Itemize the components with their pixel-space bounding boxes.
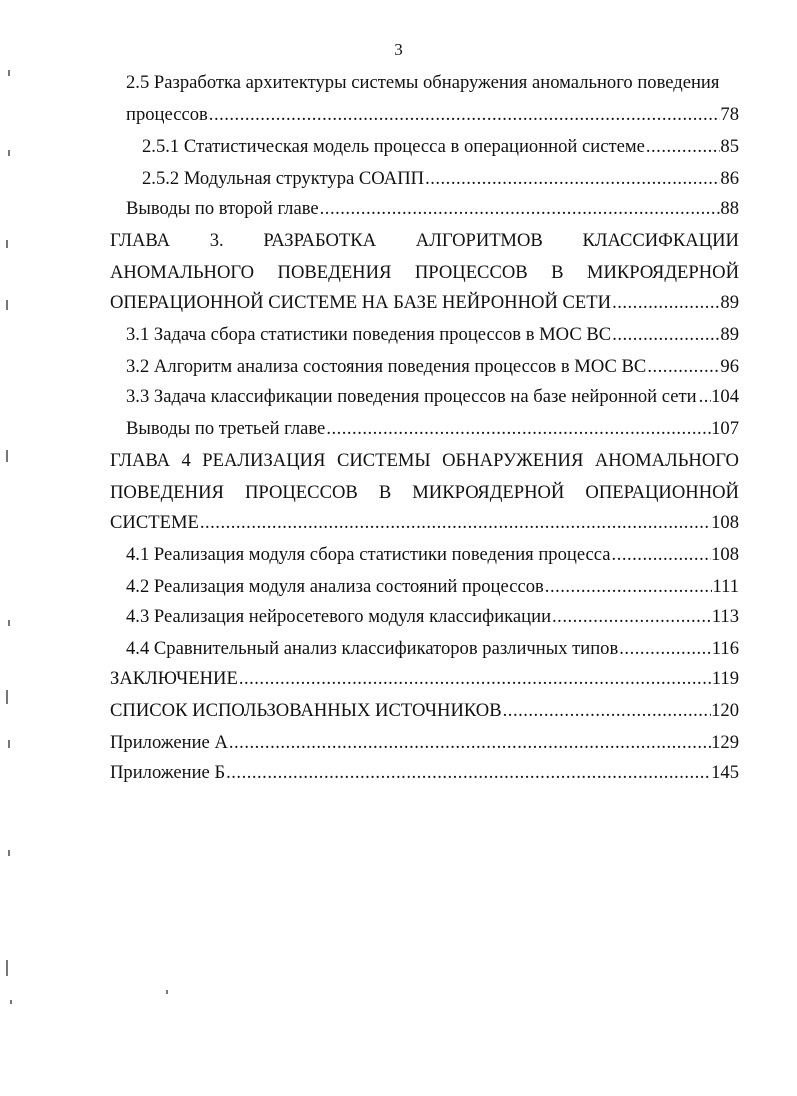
toc-entry-4-3: 4.3 Реализация нейросетевого модуля классификации ..... 113 (126, 600, 739, 634)
toc-appendix-a: Приложение А ..... 129 (110, 726, 739, 760)
toc-entry-2-5: процессов ..... 78 (126, 98, 739, 132)
toc-chapter-3-line2: АНОМАЛЬНОГО ПОВЕДЕНИЯ ПРОЦЕССОВ В МИКРОЯДЕРНОЙ (110, 262, 739, 283)
toc-entry-2-5-2: 2.5.2 Модульная структура СОАПП ..... 86 (142, 162, 739, 196)
toc-entry-2-5-1: 2.5.1 Статистическая модель процесса в операционной системе ..... 85 (142, 130, 739, 164)
toc-entry-3-2: 3.2 Алгоритм анализа состояния поведения процессов в МОС ВС ..... 96 (126, 350, 739, 384)
toc-chapter-3: ОПЕРАЦИОННОЙ СИСТЕМЕ НА БАЗЕ НЕЙРОННОЙ СЕТИ ..... 89 (110, 286, 739, 320)
toc-chapter-4: СИСТЕМЕ ..... 108 (110, 506, 739, 540)
toc-chapter-4-line1: ГЛАВА 4 РЕАЛИЗАЦИЯ СИСТЕМЫ ОБНАРУЖЕНИЯ АНОМАЛЬНОГО (110, 450, 739, 471)
toc-entry-4-4: 4.4 Сравнительный анализ классификаторов различных типов ..... 116 (126, 632, 739, 666)
toc-references: СПИСОК ИСПОЛЬЗОВАННЫХ ИСТОЧНИКОВ ..... 120 (110, 694, 739, 728)
toc-entry-ch3-conclusions: Выводы по третьей главе ..... 107 (126, 412, 739, 446)
toc-chapter-4-line2: ПОВЕДЕНИЯ ПРОЦЕССОВ В МИКРОЯДЕРНОЙ ОПЕРАЦИОННОЙ (110, 482, 739, 503)
toc-entry-ch2-conclusions: Выводы по второй главе ..... 88 (126, 192, 739, 226)
toc-conclusion: ЗАКЛЮЧЕНИЕ ..... 119 (110, 662, 739, 696)
toc-entry-4-2: 4.2 Реализация модуля анализа состояний процессов ..... 111 (126, 570, 739, 604)
toc-entry-2-5-title: 2.5 Разработка архитектуры системы обнаружения аномального поведения (126, 72, 720, 93)
page-number: 3 (394, 40, 403, 59)
toc-entry-3-3: 3.3 Задача классификации поведения процессов на базе нейронной сети ..... 104 (126, 380, 739, 414)
toc-appendix-b: Приложение Б ..... 145 (110, 756, 739, 790)
toc-entry-4-1: 4.1 Реализация модуля сбора статистики поведения процесса ..... 108 (126, 538, 739, 572)
toc-chapter-3-line1: ГЛАВА 3. РАЗРАБОТКА АЛГОРИТМОВ КЛАССИФКАЦИИ (110, 230, 739, 251)
toc-entry-3-1: 3.1 Задача сбора статистики поведения процессов в МОС ВС ..... 89 (126, 318, 739, 352)
